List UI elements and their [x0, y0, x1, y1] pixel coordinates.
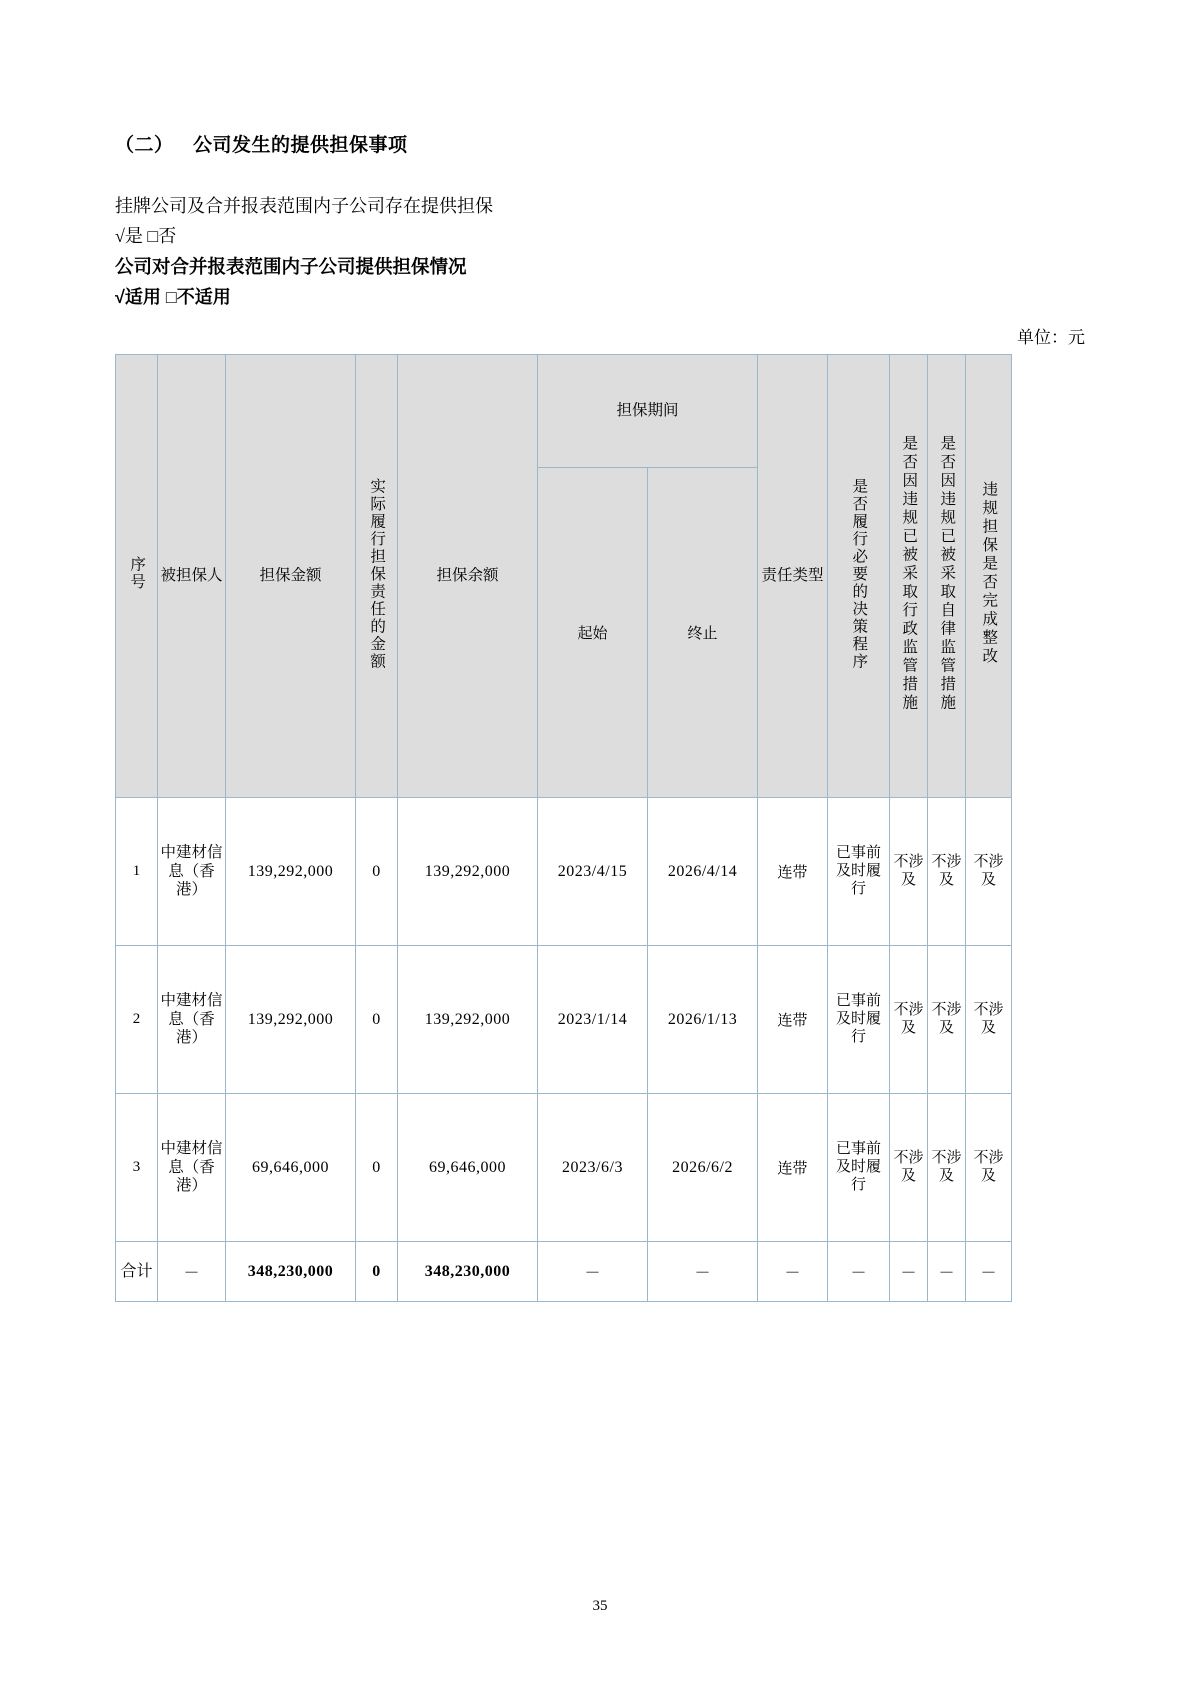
cell-total-guaranteed-party: － [158, 1242, 226, 1302]
cell-rectification: 不涉及 [966, 946, 1012, 1094]
cell-self-regulatory-measure: 不涉及 [928, 798, 966, 946]
cell-seq: 1 [116, 798, 158, 946]
header-actual-liability: 实际履行担保责任的金额 [356, 355, 398, 798]
header-period-group: 担保期间 [538, 355, 758, 468]
cell-rectification: 不涉及 [966, 1094, 1012, 1242]
header-period-end: 终止 [648, 468, 758, 798]
section-heading [115, 130, 1085, 157]
cell-actual-liability: 0 [356, 798, 398, 946]
header-guarantee-balance: 担保余额 [398, 355, 538, 798]
cell-guaranteed-party: 中建材信息（香港） [158, 798, 226, 946]
cell-decision-procedure: 已事前及时履行 [828, 1094, 890, 1242]
table-row [116, 1094, 1012, 1242]
cell-guaranteed-party: 中建材信息（香港） [158, 1094, 226, 1242]
cell-decision-procedure: 已事前及时履行 [828, 946, 890, 1094]
table-header [116, 355, 1012, 798]
statement-line-1: 挂牌公司及合并报表范围内子公司存在提供担保 [115, 196, 493, 216]
header-decision-procedure: 是否履行必要的决策程序 [828, 355, 890, 798]
header-liability-type: 责任类型 [758, 355, 828, 798]
cell-liability-type: 连带 [758, 798, 828, 946]
cell-total-decision-procedure: － [828, 1242, 890, 1302]
cell-actual-liability: 0 [356, 946, 398, 1094]
header-row-1 [116, 355, 1012, 468]
cell-guarantee-balance: 139,292,000 [398, 798, 538, 946]
cell-total-admin-measure: － [890, 1242, 928, 1302]
cell-decision-procedure: 已事前及时履行 [828, 798, 890, 946]
statement-line-4-checkbox: √适用 □不适用 [115, 286, 231, 307]
header-guarantee-amount: 担保金额 [226, 355, 356, 798]
table-row [116, 946, 1012, 1094]
cell-period-start: 2023/6/3 [538, 1094, 648, 1242]
guarantee-table [115, 354, 1012, 1302]
header-seq: 序号 [116, 355, 158, 798]
table-total-row [116, 1242, 1012, 1302]
cell-self-regulatory-measure: 不涉及 [928, 1094, 966, 1242]
header-rectification: 违规担保是否完成整改 [966, 355, 1012, 798]
page-number: 35 [592, 1598, 608, 1614]
cell-liability-type: 连带 [758, 946, 828, 1094]
unit-note: 单位：元 [1017, 328, 1085, 348]
cell-period-end: 2026/4/14 [648, 798, 758, 946]
cell-period-start: 2023/1/14 [538, 946, 648, 1094]
cell-guarantee-amount: 69,646,000 [226, 1094, 356, 1242]
section-number: （二） [115, 135, 174, 156]
header-self-regulatory-measure: 是否因违规已被采取自律监管措施 [928, 355, 966, 798]
cell-period-end: 2026/1/13 [648, 946, 758, 1094]
header-guaranteed-party: 被担保人 [158, 355, 226, 798]
cell-self-regulatory-measure: 不涉及 [928, 946, 966, 1094]
cell-total-rectification: － [966, 1242, 1012, 1302]
cell-total-period-start: － [538, 1242, 648, 1302]
cell-liability-type: 连带 [758, 1094, 828, 1242]
section-title-text: 公司发生的提供担保事项 [193, 135, 408, 156]
cell-admin-measure: 不涉及 [890, 1094, 928, 1242]
table-body [116, 798, 1012, 1302]
statement-line-3: 公司对合并报表范围内子公司提供担保情况 [115, 255, 467, 277]
cell-seq: 2 [116, 946, 158, 1094]
cell-period-start: 2023/4/15 [538, 798, 648, 946]
cell-guarantee-amount: 139,292,000 [226, 798, 356, 946]
statement-line-2-checkbox: √是 □否 [115, 225, 177, 246]
cell-guarantee-balance: 139,292,000 [398, 946, 538, 1094]
cell-guaranteed-party: 中建材信息（香港） [158, 946, 226, 1094]
cell-period-end: 2026/6/2 [648, 1094, 758, 1242]
cell-total-label: 合计 [116, 1242, 158, 1302]
header-admin-measure: 是否因违规已被采取行政监管措施 [890, 355, 928, 798]
cell-rectification: 不涉及 [966, 798, 1012, 946]
cell-guarantee-amount: 139,292,000 [226, 946, 356, 1094]
cell-guarantee-balance: 69,646,000 [398, 1094, 538, 1242]
header-period-start: 起始 [538, 468, 648, 798]
cell-total-guarantee-amount: 348,230,000 [226, 1242, 356, 1302]
cell-total-guarantee-balance: 348,230,000 [398, 1242, 538, 1302]
cell-actual-liability: 0 [356, 1094, 398, 1242]
cell-total-liability-type: － [758, 1242, 828, 1302]
cell-seq: 3 [116, 1094, 158, 1242]
cell-total-actual-liability: 0 [356, 1242, 398, 1302]
cell-admin-measure: 不涉及 [890, 798, 928, 946]
table-row [116, 798, 1012, 946]
cell-total-self-regulatory-measure: － [928, 1242, 966, 1302]
cell-total-period-end: － [648, 1242, 758, 1302]
cell-admin-measure: 不涉及 [890, 946, 928, 1094]
